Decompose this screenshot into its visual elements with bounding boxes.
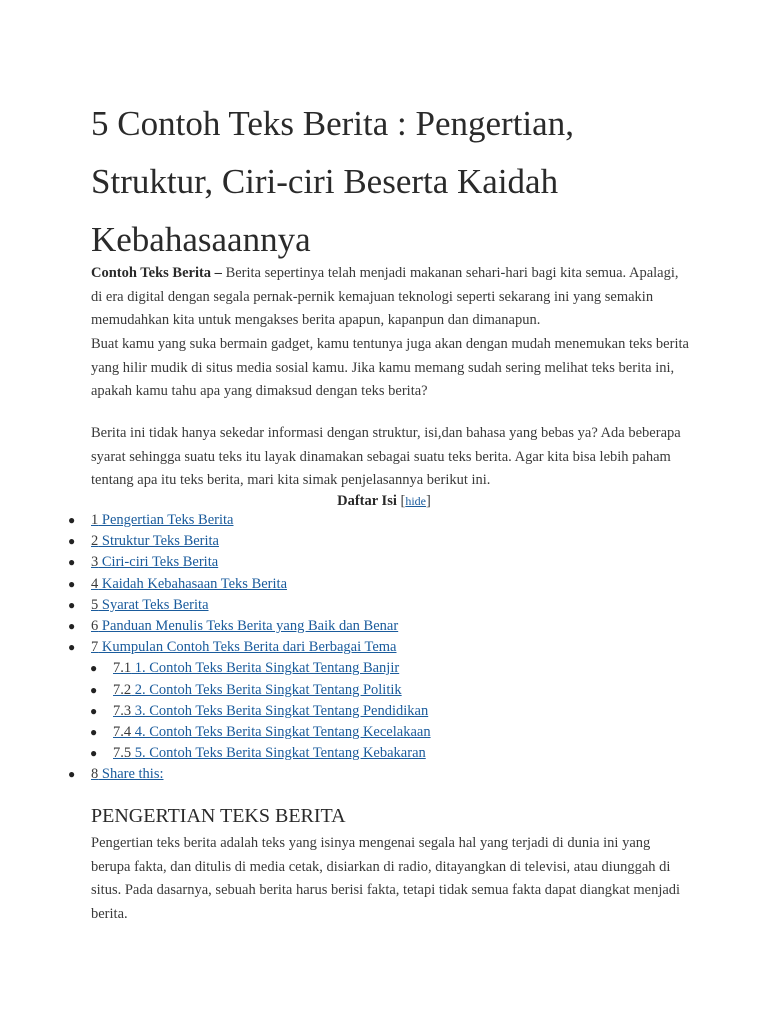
bullet-icon: ● <box>68 534 76 549</box>
toc-link[interactable]: 1 Pengertian Teks Berita <box>91 512 234 528</box>
toc-link[interactable]: 4 Kaidah Kebahasaan Teks Berita <box>91 575 288 592</box>
intro-lead: Contoh Teks Berita – <box>91 265 222 281</box>
toc-title: Daftar Isi <box>337 493 397 509</box>
intro-paragraph <box>91 262 691 333</box>
bullet-icon: ● <box>90 746 98 761</box>
table-of-contents <box>68 510 431 785</box>
intro-text: Berita sepertinya telah menjadi makanan sehari-hari bagi kita semua. Apalagi, di era digital dengan segala pernak-pernik kemajuan teknologi seperti sekarang ini yang semakin memudahkan kita untuk mengakses berita apapun, kapanpun dan dimanapun. <box>91 265 679 328</box>
bullet-icon: ● <box>90 703 98 718</box>
toc-link[interactable]: 3 Ciri-ciri Teks Berita <box>91 554 219 571</box>
toc-link[interactable]: 2 Struktur Teks Berita <box>91 533 219 550</box>
bullet-icon: ● <box>90 661 98 676</box>
toc-item <box>68 510 431 531</box>
toc-subitem <box>68 743 431 764</box>
toc-link[interactable]: 8 Share this: <box>91 766 164 783</box>
bullet-icon: ● <box>68 513 76 527</box>
bullet-icon: ● <box>68 640 76 655</box>
toc-item <box>68 531 431 552</box>
toc-subitem <box>68 701 431 722</box>
bullet-icon: ● <box>68 576 76 591</box>
toc-item <box>68 616 431 637</box>
toc-subitem <box>68 680 431 701</box>
toc-link[interactable]: 7.3 3. Contoh Teks Berita Singkat Tentang Pendidikan <box>113 702 429 719</box>
bullet-icon: ● <box>68 767 76 782</box>
bullet-icon: ● <box>90 682 98 697</box>
toc-item <box>68 764 431 785</box>
section-paragraph: Pengertian teks berita adalah teks yang isinya mengenai segala hal yang terjadi di dunia ini yang berupa fakta, dan ditulis di media cetak, disiarkan di radio, ditayangkan di televisi, atau diunggah di situs. Pada dasarnya, sebuah berita harus berisi fakta, tetapi tidak semua fakta dapat diangkat menjadi berita. <box>91 835 681 922</box>
bullet-icon: ● <box>68 555 76 570</box>
third-paragraph: Berita ini tidak hanya sekedar informasi dengan struktur, isi,dan bahasa yang bebas ya? Ada beberapa syarat sehingga suatu teks itu layak dinamakan sebagai suatu teks berita. Agar kita bisa lebih paham tentang apa itu teks berita, mari kita simak penjelasannya berikut ini. <box>91 425 681 488</box>
toc-link[interactable]: 6 Panduan Menulis Teks Berita yang Baik dan Benar <box>91 617 399 634</box>
toc-subitem <box>68 722 431 743</box>
toc-item <box>68 574 431 595</box>
toc-item <box>68 595 431 616</box>
bullet-icon: ● <box>90 724 98 739</box>
bullet-icon: ● <box>68 618 76 633</box>
toc-link[interactable]: 7.1 1. Contoh Teks Berita Singkat Tentang Banjir <box>113 660 400 677</box>
second-paragraph: Buat kamu yang suka bermain gadget, kamu tentunya juga akan dengan mudah menemukan teks berita yang hilir mudik di situs media sosial kamu. Jika kamu memang sudah sering melihat teks berita ini, apakah kamu tahu apa yang dimaksud dengan teks berita? <box>91 336 689 399</box>
toc-link[interactable]: 7.4 4. Contoh Teks Berita Singkat Tentang Kecelakaan <box>113 723 431 740</box>
toc-heading <box>0 490 768 512</box>
toc-link[interactable]: 7.2 2. Contoh Teks Berita Singkat Tentang Politik <box>113 681 402 698</box>
toc-item <box>68 552 431 573</box>
toc-bracket-open: [ <box>400 493 406 509</box>
toc-link[interactable]: 5 Syarat Teks Berita <box>91 596 209 613</box>
toc-bracket-close: ] <box>426 493 431 509</box>
toc-link[interactable]: 7.5 5. Contoh Teks Berita Singkat Tentang Kebakaran <box>113 745 426 762</box>
toc-link[interactable]: 7 Kumpulan Contoh Teks Berita dari Berbagai Tema <box>91 639 397 656</box>
section-heading: PENGERTIAN TEKS BERITA <box>91 805 346 827</box>
article-title: 5 Contoh Teks Berita : Pengertian, Struktur, Ciri-ciri Beserta Kaidah Kebahasaannya <box>91 104 574 259</box>
toc-hide-link[interactable]: hide <box>405 494 427 508</box>
bullet-icon: ● <box>68 597 76 612</box>
toc-subitem <box>68 658 431 679</box>
toc-item <box>68 637 431 658</box>
